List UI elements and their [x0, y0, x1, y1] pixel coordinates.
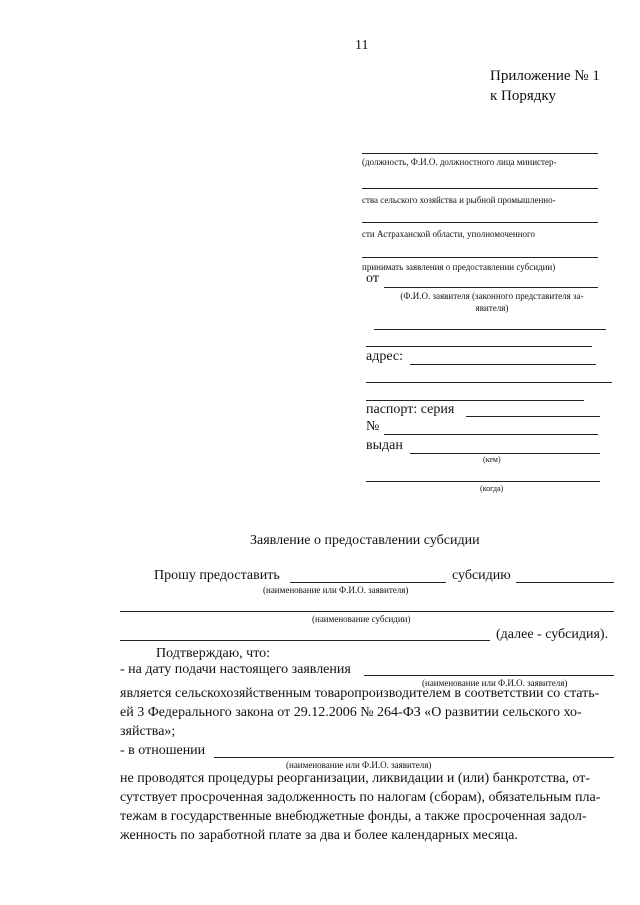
- passport-number-label: №: [366, 419, 380, 434]
- issued-by-caption: (кем): [483, 455, 501, 464]
- applicant-caption-2: (наименование или Ф.И.О. заявителя): [422, 678, 568, 688]
- para2-line3: тежам в государственные внебюджетные фонды, а также просроченная задол-: [120, 809, 587, 824]
- para1-line2: ей 3 Федерального закона от 29.12.2006 № 264-ФЗ «О развитии сельского хо-: [120, 705, 582, 720]
- from-caption: (Ф.И.О. заявителя (законного представителя за- явителя): [400, 291, 584, 313]
- passport-series-line: [466, 416, 600, 417]
- issued-when-line: [366, 481, 600, 482]
- address-label: адрес:: [366, 349, 404, 364]
- address-line-1: [410, 364, 596, 365]
- request-text: Прошу предоставить: [154, 568, 280, 583]
- appendix-title: Приложение № 1: [490, 68, 600, 84]
- addressee-line-1: [362, 153, 598, 154]
- addressee-line-3: [362, 222, 598, 223]
- in-respect-line: [214, 757, 614, 758]
- subsidy-word: субсидию: [452, 568, 511, 583]
- passport-label: паспорт: серия: [366, 402, 455, 417]
- addressee-caption-2: ства сельского хозяйства и рыбной промышленно-: [362, 195, 556, 205]
- applicant-line-1: [374, 329, 606, 330]
- filing-applicant-line: [364, 675, 614, 676]
- issued-when-caption: (когда): [480, 484, 504, 493]
- addressee-caption-1: (должность, Ф.И.О. должностного лица министер-: [362, 157, 557, 167]
- document-title: Заявление о предоставлении субсидии: [250, 533, 480, 548]
- request-subsidy-line: [516, 582, 614, 583]
- applicant-caption-1: (наименование или Ф.И.О. заявителя): [263, 585, 409, 595]
- from-line: [384, 287, 598, 288]
- para1-line1: является сельскохозяйственным товаропроизводителем в соответствии со стать-: [120, 686, 600, 701]
- issued-by-line: [410, 453, 600, 454]
- addressee-line-4: [362, 257, 598, 258]
- hereinafter-text: (далее - субсидия).: [496, 627, 609, 642]
- passport-number-line: [384, 434, 598, 435]
- confirm-text: Подтверждаю, что:: [156, 646, 271, 661]
- subsidy-name-caption: (наименование субсидии): [312, 614, 411, 624]
- addressee-line-2: [362, 188, 598, 189]
- date-of-filing-text: - на дату подачи настоящего заявления: [120, 662, 351, 677]
- subsidy-name-line-2: [120, 640, 490, 641]
- applicant-caption-3: (наименование или Ф.И.О. заявителя): [286, 760, 432, 770]
- para2-line1: не проводятся процедуры реорганизации, ликвидации и (или) банкротства, от-: [120, 771, 591, 786]
- addressee-caption-3: сти Астраханской области, уполномоченного: [362, 229, 535, 239]
- para1-line3: зяйства»;: [120, 724, 176, 739]
- appendix-subtitle: к Порядку: [490, 88, 556, 104]
- para2-line2: сутствует просроченная задолженность по налогам (сборам), обязательным пла-: [120, 790, 601, 805]
- addressee-caption-4: принимать заявления о предоставлении субсидии): [362, 262, 556, 272]
- para2-line4: женность по заработной плате за два и более календарных месяца.: [120, 828, 518, 843]
- page-number: 11: [355, 38, 369, 53]
- from-label: от: [366, 271, 379, 286]
- subsidy-name-line: [120, 611, 614, 612]
- issued-label: выдан: [366, 438, 403, 453]
- address-line-2: [366, 382, 612, 383]
- applicant-line-2: [366, 346, 592, 347]
- in-respect-text: - в отношении: [120, 743, 206, 758]
- request-applicant-line: [290, 582, 446, 583]
- address-line-3: [366, 400, 584, 401]
